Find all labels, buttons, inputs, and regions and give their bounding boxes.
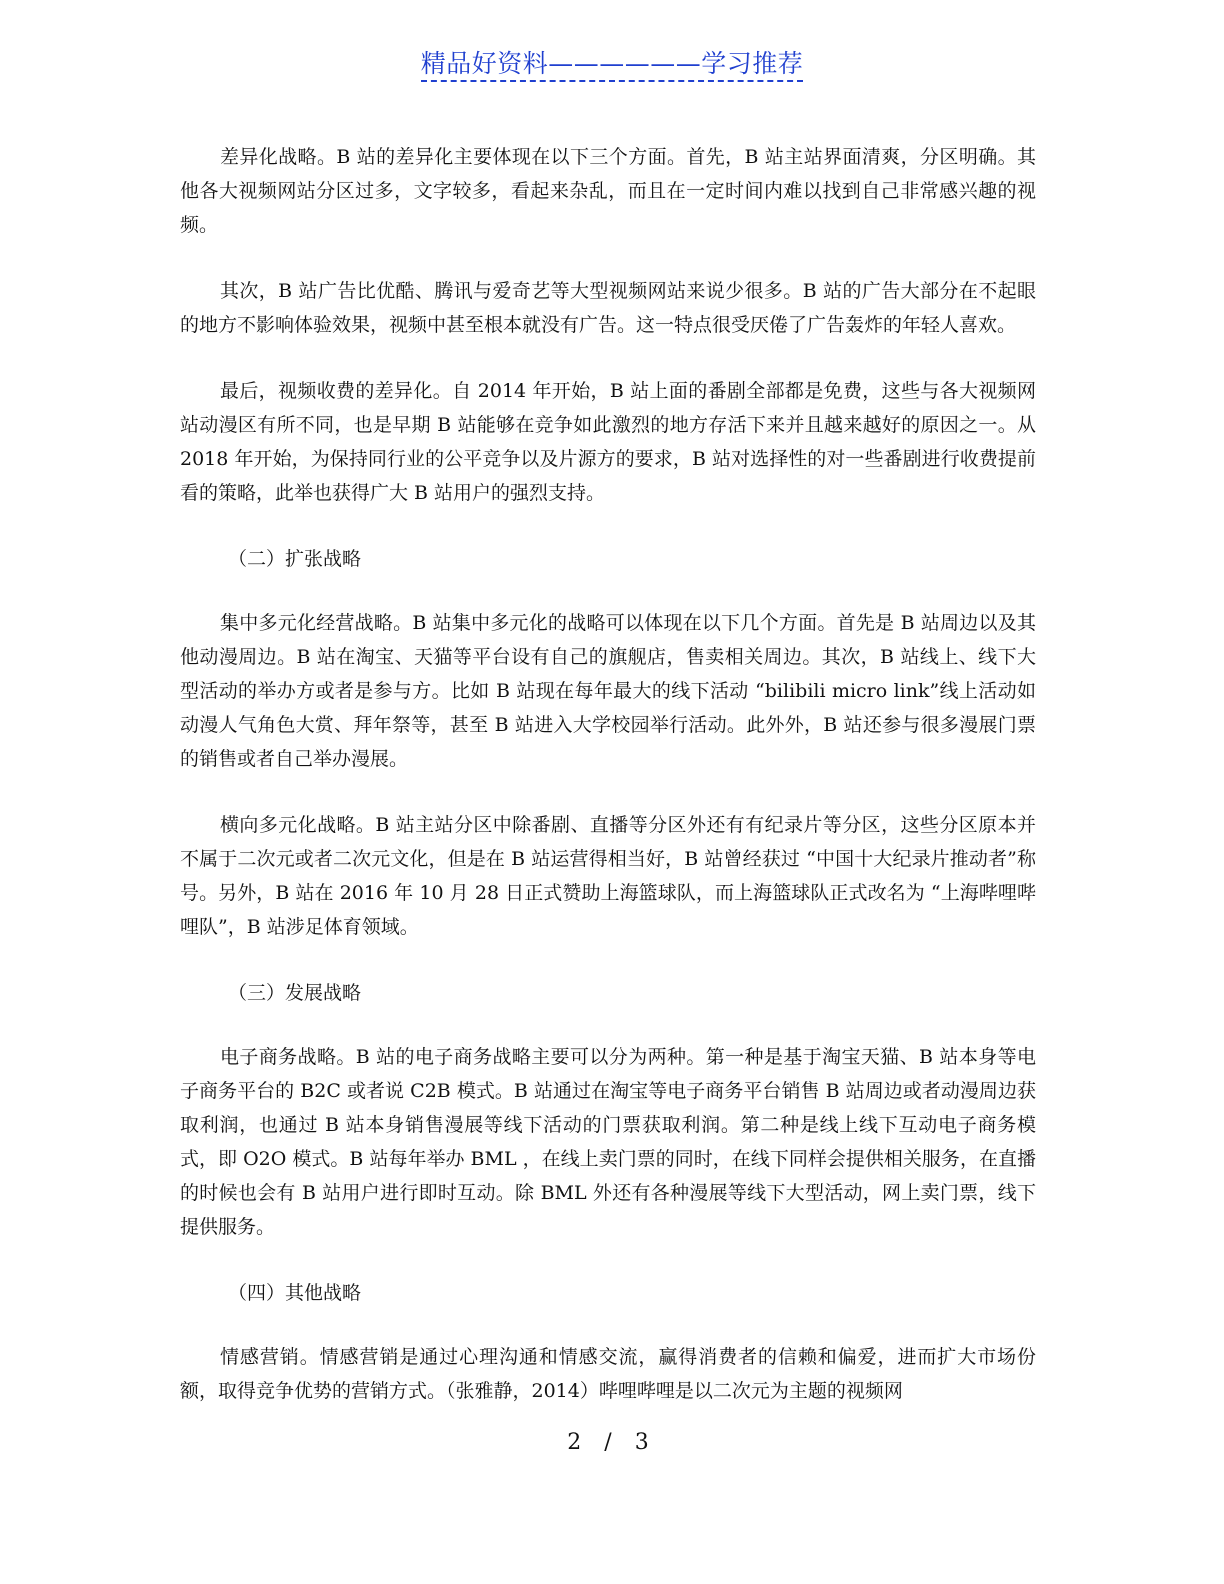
paragraph-video-fees: 最后，视频收费的差异化。自 2014 年开始，B 站上面的番剧全部都是免费，这些与各大视频网站动漫区有所不同，也是早期 B 站能够在竞争如此激烈的地方存活下来并且越来越好的原因之一。从 2018 年开始，为保持同行业的公平竞争以及片源方的要求，B 站对选择性的对一些番剧进行收费提前看的策略，此举也获得广大 B 站用户的强烈支持。 bbox=[180, 380, 1036, 504]
paragraph-ecommerce: 电子商务战略。B 站的电子商务战略主要可以分为两种。第一种是基于淘宝天猫、B 站本身等电子商务平台的 B2C 或者说 C2B 模式。B 站通过在淘宝等电子商务平台销售 B 站周边或者动漫周边获取利润，也通过 B 站本身销售漫展等线下活动的门票获取利润。第二种是线上线下互动电子商务模式，即 O2O 模式。B 站每年举办 BML ，在线上卖门票的同时，在线下同样会提供相关服务，在直播的时候也会有 B 站用户进行即时互动。除 BML 外还有各种漫展等线下大型活动，网上卖门票，线下提供服务。 bbox=[180, 1046, 1036, 1238]
paragraph-ads: 其次，B 站广告比优酷、腾讯与爱奇艺等大型视频网站来说少很多。B 站的广告大部分在不起眼的地方不影响体验效果，视频中甚至根本就没有广告。这一特点很受厌倦了广告轰炸的年轻人喜欢。 bbox=[180, 280, 1036, 336]
paragraph-concentric-diversification: 集中多元化经营战略。B 站集中多元化的战略可以体现在以下几个方面。首先是 B 站周边以及其他动漫周边。B 站在淘宝、天猫等平台设有自己的旗舰店，售卖相关周边。其次，B 站线上、线下大型活动的举办方或者是参与方。比如 B 站现在每年最大的线下活动 “bilibili micro link”线上活动如动漫人气角色大赏、拜年祭等，甚至 B 站进入大学校园举行活动。此外外，B 站还参与很多漫展门票的销售或者自己举办漫展。 bbox=[180, 612, 1036, 770]
document-body bbox=[180, 140, 1036, 1440]
paragraph-emotional-marketing: 情感营销。情感营销是通过心理沟通和情感交流，赢得消费者的信赖和偏爱，进而扩大市场份额，取得竞争优势的营销方式。（张雅静，2014）哔哩哔哩是以二次元为主题的视频网 bbox=[180, 1346, 1036, 1402]
section-heading-expansion: （二）扩张战略 bbox=[228, 548, 362, 570]
page-number: 2 / 3 bbox=[567, 1430, 657, 1455]
section-heading-development: （三）发展战略 bbox=[228, 982, 362, 1004]
paragraph-differentiation: 差异化战略。B 站的差异化主要体现在以下三个方面。首先，B 站主站界面清爽，分区明确。其他各大视频网站分区过多，文字较多，看起来杂乱，而且在一定时间内难以找到自己非常感兴趣的视频。 bbox=[180, 146, 1036, 236]
page-header bbox=[0, 44, 1224, 80]
header-link[interactable]: 精品好资料——————学习推荐 bbox=[421, 49, 804, 82]
paragraph-horizontal-diversification: 横向多元化战略。B 站主站分区中除番剧、直播等分区外还有有纪录片等分区，这些分区原本并不属于二次元或者二次元文化，但是在 B 站运营得相当好，B 站曾经获过 “中国十大纪录片推动者”称号。另外，B 站在 2016 年 10 月 28 日正式赞助上海篮球队，而上海篮球队正式改名为 “上海哔哩哔哩队”，B 站涉足体育领域。 bbox=[180, 814, 1036, 938]
section-heading-other: （四）其他战略 bbox=[228, 1282, 362, 1304]
